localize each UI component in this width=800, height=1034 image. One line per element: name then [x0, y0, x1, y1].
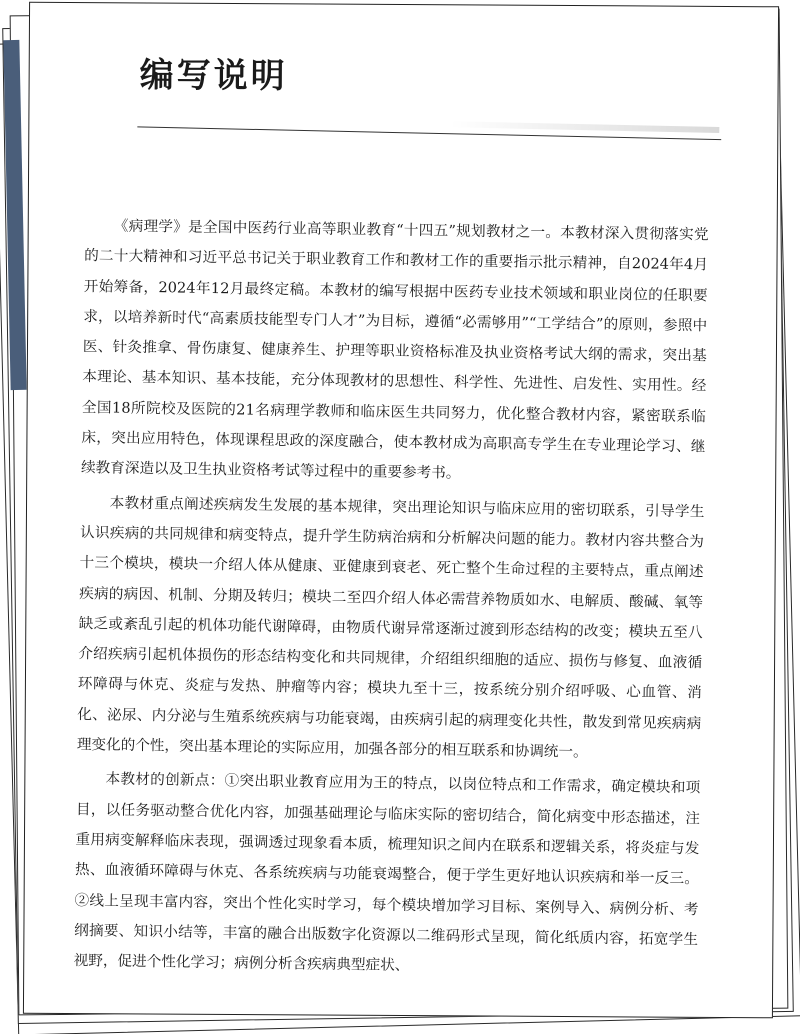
- document-page: [23, 2, 779, 1019]
- body-text: [73, 211, 708, 990]
- paragraph-innovations: 本教材的创新点：①突出职业教育应用为王的特点，以岗位特点和工作需求，确定模块和项目，以任务驱动整合优化内容，加强基础理论与临床实际的密切结合，简化病变中形态描述，注重用病变解释临床表现，强调透过现象看本质，梳理知识之间内在联系和逻辑关系，将炎症与发热、血液循环障碍与休克、各系统疾病与功能衰竭整合，便于学生更好地认识疾病和举一反三。②线上呈现丰富内容，突出个性化实时学习，每个模块增加学习目标、案例导入、病例分析、考纲摘要、知识小结等，丰富的融合出版数字化资源以二维码形式呈现，简化纸质内容，拓宽学生视野，促进个性化学习；病例分析含疾病典型症状、: [73, 770, 701, 975]
- paragraph-content-structure: 本教材重点阐述疾病发生发展的基本规律，突出理论知识与临床应用的密切联系，引导学生认识疾病的共同规律和病变特点，提升学生防病治病和分析解决问题的能力。教材内容共整合为十三个模块，模块一介绍人体从健康、亚健康到衰老、死亡整个生命过程的主要特点，重点阐述疾病的病因、机制、分期及转归；模块二至四介绍人体必需营养物质如水、电解质、酸碱、氧等缺乏或紊乱引起的机体功能代谢障碍，由物质代谢异常逐渐过渡到形态结构的改变；模块五至八介绍疾病引起机体损伤的形态结构变化和共同规律，介绍组织细胞的适应、损伤与修复、血液循环障碍与休克、炎症与发热、肿瘤等内容；模块九至十三，按系统分别介绍呼吸、心血管、消化、泌尿、内分泌与生殖系统疾病与功能衰竭，由疾病引起的病理变化共性，散发到常见疾病病理变化的个性，突出基本理论的实际应用，加强各部分的相互联系和协调统一。: [76, 494, 705, 761]
- page-title: 编写说明: [139, 55, 288, 97]
- title-underline-shade: [449, 121, 719, 133]
- paragraph-intro: 《病理学》是全国中医药行业高等职业教育“十四五”规划教材之一。本教材深入贯彻落实党的二十大精神和习近平总书记关于职业教育工作和教材工作的重要指示批示精神，自2024年4月开始筹备，2024年12月最终定稿。本教材的编写根据中医药专业技术领域和职业岗位的任职要求，以培养新时代“高素质技能型专门人才”为目标，遵循“必需够用”“工学结合”的原则，参照中医、针灸推拿、骨伤康复、健康养生、护理等职业资格标准及执业资格考试大纲的需求，突出基本理论、基本知识、基本技能，充分体现教材的思想性、科学性、先进性、启发性、实用性。经全国18所院校及医院的21名病理学教师和临床医生共同努力，优化整合教材内容，紧密联系临床，突出应用特色，体现课程思政的深度融合，使本教材成为高职高专学生在专业理论学习、继续教育深造以及卫生执业资格考试等过程中的重要参考书。: [80, 217, 709, 483]
